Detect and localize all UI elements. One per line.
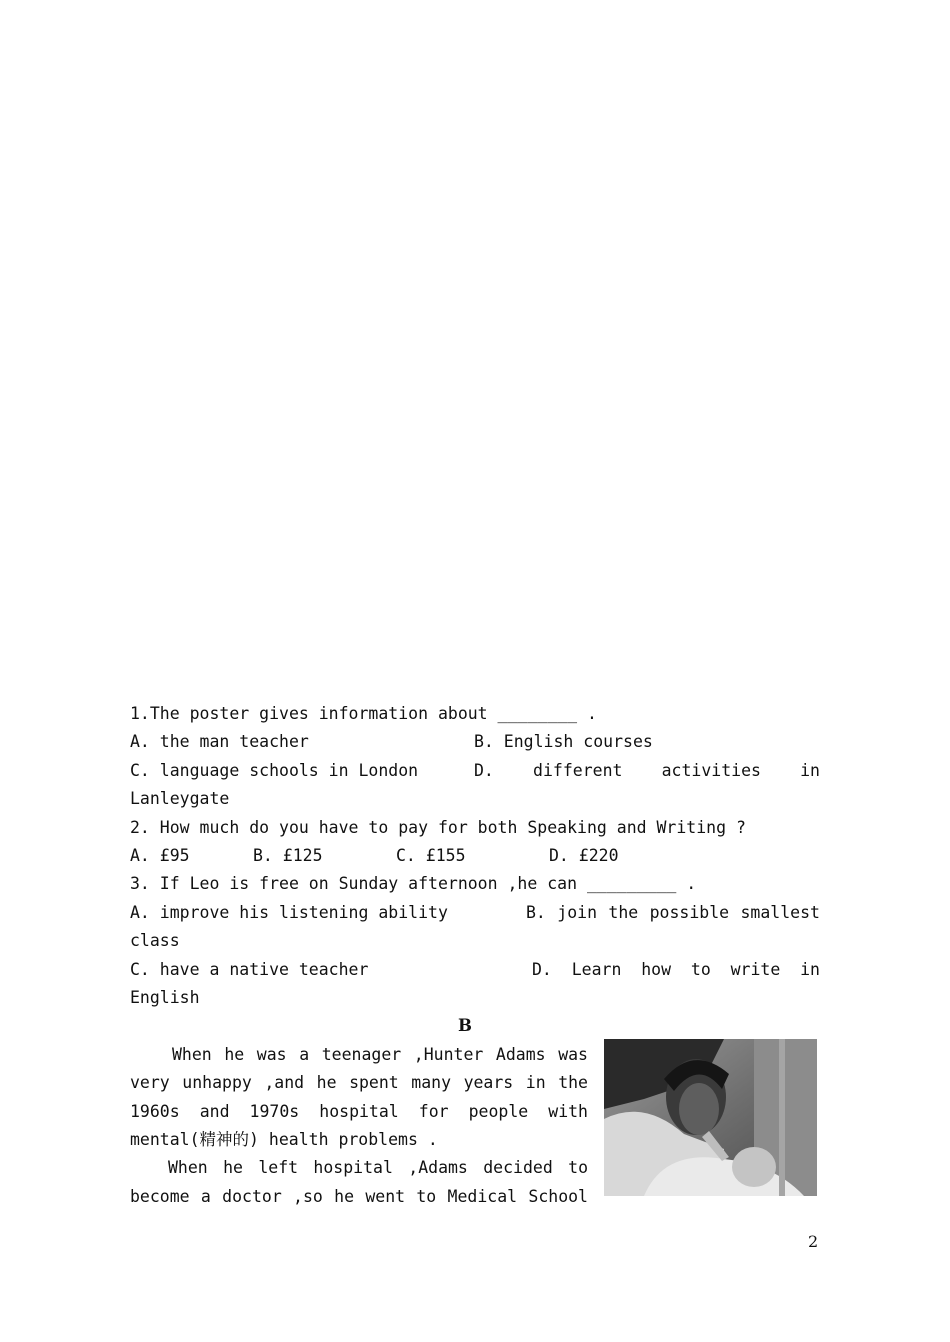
question-2-option-a: A. £95 <box>130 845 190 865</box>
question-3-option-d-wrap: English <box>130 987 200 1007</box>
question-1-option-c: C. language schools in London <box>130 760 419 780</box>
doctor-patient-photo <box>604 1039 817 1196</box>
question-3-options-row-1 <box>130 899 820 927</box>
question-1-stem: 1.The poster gives information about ________ . <box>130 704 597 723</box>
section-b-text <box>130 1041 588 1211</box>
question-3-option-c: C. have a native teacher <box>130 959 369 979</box>
page-number: 2 <box>808 1232 819 1251</box>
question-3-option-b: B. join the possible smallest <box>526 902 820 922</box>
section-b-paragraph-2: When he left hospital ,Adams decided to become a doctor ,so he went to Medical School <box>130 1158 588 1206</box>
question-1-options-row-2 <box>130 757 820 785</box>
question-3-options-row-2 <box>130 956 820 984</box>
question-2-option-b: B. £125 <box>253 845 323 865</box>
question-3-option-d: D. Learn how to write in <box>532 959 820 979</box>
section-b-heading: B <box>458 1016 472 1036</box>
question-1-option-d: D. different activities in <box>474 760 820 780</box>
question-1-options-row-1 <box>130 728 820 756</box>
question-1-option-a: A. the man teacher <box>130 732 309 752</box>
question-3-stem: 3. If Leo is free on Sunday afternoon ,he can _________ . <box>130 874 697 894</box>
section-b-paragraph-1: When he was a teenager ,Hunter Adams was very unhappy ,and he spent many years in the 1960s and 1970s hospital for people with mental(精神的) health problems . <box>130 1044 588 1149</box>
question-2-options <box>130 842 820 870</box>
question-3-option-a: A. improve his listening ability <box>130 902 448 922</box>
question-2-option-c: C. £155 <box>396 845 466 865</box>
question-2-option-d: D. £220 <box>549 845 619 865</box>
question-3-option-b-wrap: class <box>130 931 180 951</box>
question-1-option-d-wrap: Lanleygate <box>130 789 230 809</box>
question-2-stem: 2. How much do you have to pay for both Speaking and Writing ? <box>130 817 746 837</box>
question-1-option-b: B. English courses <box>474 732 653 752</box>
